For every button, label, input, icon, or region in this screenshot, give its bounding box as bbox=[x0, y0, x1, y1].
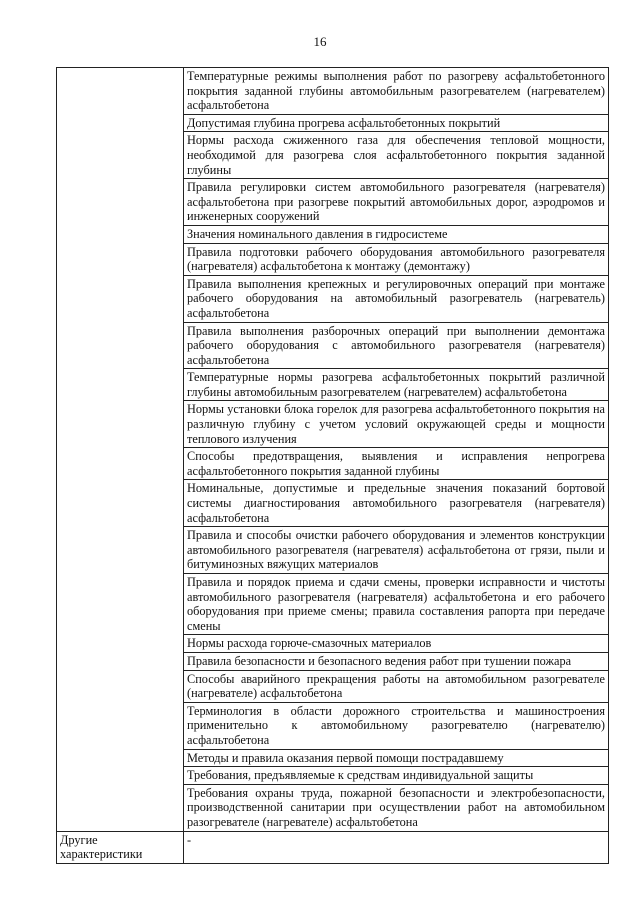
knowledge-item: Правила и порядок приема и сдачи смены, проверки исправности и чистоты автомобильного разогревателя (нагревателя) асфальтобетона и его рабочего оборудования при приеме смены; правила составления рапорта при передаче смены bbox=[184, 574, 609, 635]
knowledge-item: Правила регулировки систем автомобильного разогревателя (нагревателя) асфальтобетона при разогреве покрытий автомобильных дорог, аэродромов и инженерных сооружений bbox=[184, 179, 609, 226]
knowledge-item: Терминология в области дорожного строительства и машиностроения применительно к автомобильному разогревателю (нагревателю) асфальтобетона bbox=[184, 702, 609, 749]
knowledge-item: Методы и правила оказания первой помощи пострадавшему bbox=[184, 749, 609, 767]
knowledge-item: Нормы расхода сжиженного газа для обеспечения тепловой мощности, необходимой для разогрева слоя асфальтобетонного покрытия заданной глубины bbox=[184, 132, 609, 179]
knowledge-item: Температурные режимы выполнения работ по разогреву асфальтобетонного покрытия заданной глубины автомобильным разогревателем (нагревателем) асфальтобетона bbox=[184, 68, 609, 115]
knowledge-item: Способы аварийного прекращения работы на автомобильном разогревателе (нагревателе) асфальтобетона bbox=[184, 670, 609, 702]
knowledge-item: Требования охраны труда, пожарной безопасности и электробезопасности, производственной санитарии при осуществлении работ на автомобильном разогревателе (нагревателе) асфальтобетона bbox=[184, 784, 609, 831]
knowledge-item: Правила выполнения крепежных и регулировочных операций при монтаже рабочего оборудования на автомобильный разогреватель (нагреватель) асфальтобетона bbox=[184, 275, 609, 322]
table-row bbox=[57, 68, 609, 115]
knowledge-item: Способы предотвращения, выявления и исправления непрогрева асфальтобетонного покрытия заданной глубины bbox=[184, 448, 609, 480]
knowledge-label-cell bbox=[57, 68, 184, 832]
requirements-table bbox=[56, 67, 609, 864]
knowledge-item: Нормы установки блока горелок для разогрева асфальтобетонного покрытия на различную глубину с учетом условий окружающей среды и мощности теплового излучения bbox=[184, 401, 609, 448]
other-characteristics-label: Другие характеристики bbox=[57, 831, 184, 863]
knowledge-item: Температурные нормы разогрева асфальтобетонных покрытий различной глубины автомобильным разогревателем (нагревателем) асфальтобетона bbox=[184, 369, 609, 401]
knowledge-item: Правила выполнения разборочных операций при выполнении демонтажа рабочего оборудования с автомобильного разогревателя (нагревателя) асфальтобетона bbox=[184, 322, 609, 369]
page-number: 16 bbox=[313, 34, 327, 49]
knowledge-item: Требования, предъявляемые к средствам индивидуальной защиты bbox=[184, 767, 609, 785]
knowledge-item: Допустимая глубина прогрева асфальтобетонных покрытий bbox=[184, 114, 609, 132]
knowledge-item: Номинальные, допустимые и предельные значения показаний бортовой системы диагностирования автомобильного разогревателя (нагревателя) асфальтобетона bbox=[184, 480, 609, 527]
knowledge-item: Правила безопасности и безопасного ведения работ при тушении пожара bbox=[184, 652, 609, 670]
other-characteristics-row bbox=[57, 831, 609, 863]
knowledge-item: Правила подготовки рабочего оборудования автомобильного разогревателя (нагревателя) асфальтобетона к монтажу (демонтажу) bbox=[184, 243, 609, 275]
other-characteristics-value: - bbox=[184, 831, 609, 863]
knowledge-item: Значения номинального давления в гидросистеме bbox=[184, 225, 609, 243]
knowledge-item: Нормы расхода горюче-смазочных материалов bbox=[184, 635, 609, 653]
knowledge-item: Правила и способы очистки рабочего оборудования и элементов конструкции автомобильного разогревателя (нагревателя) асфальтобетона от грязи, пыли и битуминозных вяжущих материалов bbox=[184, 527, 609, 574]
